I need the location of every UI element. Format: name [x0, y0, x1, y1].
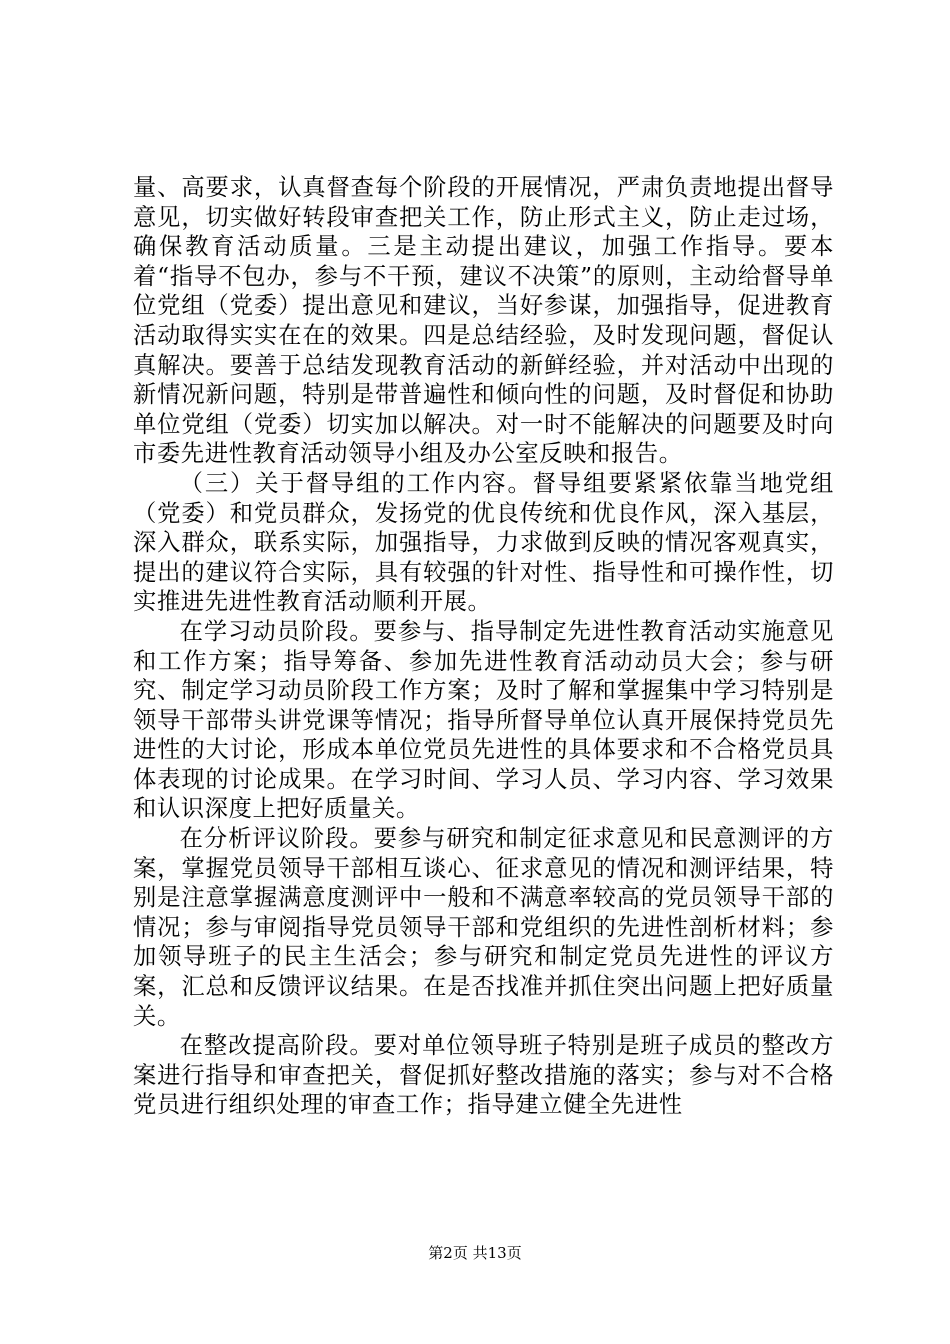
paragraph-2: （三）关于督导组的工作内容。督导组要紧紧依靠当地党组（党委）和党员群众，发扬党的优良传统和优良作风，深入基层，深入群众，联系实际，加强指导，力求做到反映的情况客观真实，提出的建议符合实际，具有较强的针对性、指导性和可操作性，切实推进先进性教育活动顺利开展。	[133, 469, 834, 616]
document-body	[133, 173, 834, 1120]
paragraph-5: 在整改提高阶段。要对单位领导班子特别是班子成员的整改方案进行指导和审查把关，督促抓好整改措施的落实；参与对不合格党员进行组织处理的审查工作；指导建立健全先进性	[133, 1032, 834, 1119]
page-footer: 第2页 共13页	[428, 1244, 522, 1262]
paragraph-4: 在分析评议阶段。要参与研究和制定征求意见和民意测评的方案，掌握党员领导干部相互谈心、征求意见的情况和测评结果，特别是注意掌握满意度测评中一般和不满意率较高的党员领导干部的情况；参与审阅指导党员领导干部和党组织的先进性剖析材料；参加领导班子的民主生活会；参与研究和制定党员先进性的评议方案，汇总和反馈评议结果。在是否找准并抓住突出问题上把好质量关。	[133, 825, 834, 1030]
paragraph-1: 量、高要求，认真督查每个阶段的开展情况，严肃负责地提出督导意见，切实做好转段审查把关工作，防止形式主义，防止走过场，确保教育活动质量。三是主动提出建议，加强工作指导。要本着“指导不包办，参与不干预，建议不决策”的原则，主动给督导单位党组（党委）提出意见和建议，当好参谋，加强指导，促进教育活动取得实实在在的效果。四是总结经验，及时发现问题，督促认真解决。要善于总结发现教育活动的新鲜经验，并对活动中出现的新情况新问题，特别是带普遍性和倾向性的问题，及时督促和协助单位党组（党委）切实加以解决。对一时不能解决的问题要及时向市委先进性教育活动领导小组及办公室反映和报告。	[133, 174, 834, 468]
paragraph-3: 在学习动员阶段。要参与、指导制定先进性教育活动实施意见和工作方案；指导筹备、参加先进性教育活动动员大会；参与研究、制定学习动员阶段工作方案；及时了解和掌握集中学习特别是领导干部带头讲党课等情况；指导所督导单位认真开展保持党员先进性的大讨论，形成本单位党员先进性的具体要求和不合格党员具体表现的讨论成果。在学习时间、学习人员、学习内容、学习效果和认识深度上把好质量关。	[133, 617, 834, 823]
